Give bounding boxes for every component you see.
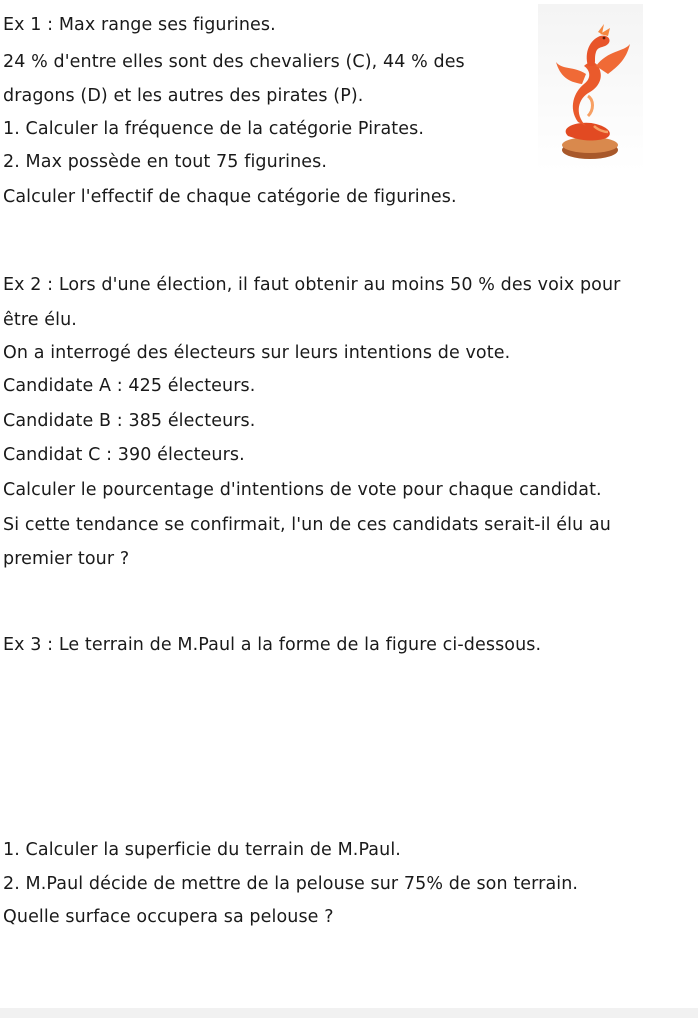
ex2-candidate-a: Candidate A : 425 électeurs. [3, 376, 256, 396]
ex2-candidate-b: Candidate B : 385 électeurs. [3, 411, 256, 431]
dragon-figurine-icon [538, 4, 643, 172]
ex1-question-1: 1. Calculer la fréquence de la catégorie Pirates. [3, 119, 424, 139]
ex2-task-1: Calculer le pourcentage d'intentions de vote pour chaque candidat. [3, 480, 602, 500]
page-bottom-divider [0, 1008, 698, 1018]
ex3-title: Ex 3 : Le terrain de M.Paul a la forme de la figure ci-dessous. [3, 635, 542, 655]
ex3-question-2: 2. M.Paul décide de mettre de la pelouse sur 75% de son terrain. [3, 874, 579, 894]
ex2-title: Ex 2 : Lors d'une élection, il faut obtenir au moins 50 % des voix pour [3, 275, 621, 295]
ex2-intro: On a interrogé des électeurs sur leurs intentions de vote. [3, 343, 511, 363]
ex2-candidate-c: Candidat C : 390 électeurs. [3, 445, 245, 465]
ex3-question-2b: Quelle surface occupera sa pelouse ? [3, 907, 334, 927]
ex2-task-2-cont: premier tour ? [3, 549, 130, 569]
ex2-title-cont: être élu. [3, 310, 77, 330]
ex1-title: Ex 1 : Max range ses figurines. [3, 15, 276, 35]
ex1-question-2b: Calculer l'effectif de chaque catégorie de figurines. [3, 187, 457, 207]
ex1-line1: 24 % d'entre elles sont des chevaliers (C), 44 % des [3, 52, 465, 72]
ex2-task-2: Si cette tendance se confirmait, l'un de ces candidats serait-il élu au [3, 515, 611, 535]
ex3-question-1: 1. Calculer la superficie du terrain de M.Paul. [3, 840, 401, 860]
ex1-question-2: 2. Max possède en tout 75 figurines. [3, 152, 328, 172]
ex1-line2: dragons (D) et les autres des pirates (P). [3, 86, 364, 106]
